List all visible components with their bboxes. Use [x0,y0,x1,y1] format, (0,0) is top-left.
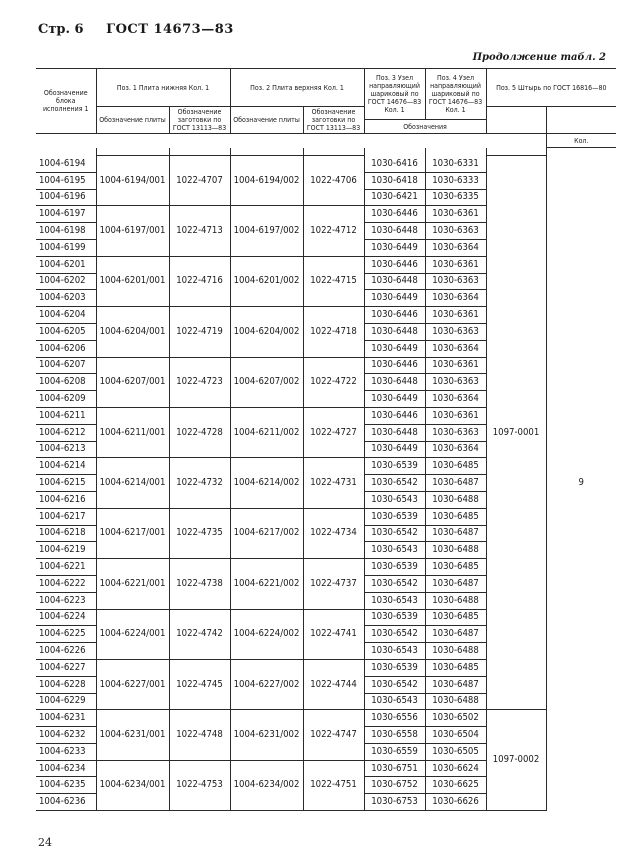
spec-table [36,68,616,811]
guide-unit-pos4: 1030-6488 [425,592,486,609]
lower-blank-designation: 1022-4732 [169,458,230,508]
block-designation: 1004-6209 [36,391,96,408]
block-designation: 1004-6235 [36,777,96,794]
table-row [36,156,616,173]
header-lower-plate-designation: Обозначение плиты [96,107,169,134]
guide-unit-pos3: 1030-6449 [364,340,425,357]
lower-blank-designation: 1022-4753 [169,760,230,810]
header-guide-unit-pos3: Поз. 3 Узел направляющий шариковый по ГОСТ 14676—83 Кол. 1 [364,69,425,120]
guide-unit-pos4: 1030-6625 [425,777,486,794]
block-designation: 1004-6234 [36,760,96,777]
upper-plate-designation: 1004-6234/002 [230,760,303,810]
block-designation: 1004-6208 [36,374,96,391]
block-designation: 1004-6206 [36,340,96,357]
lower-plate-designation: 1004-6214/001 [96,458,169,508]
guide-unit-pos4: 1030-6363 [425,424,486,441]
spacer-cell [96,148,169,156]
guide-unit-pos4: 1030-6361 [425,407,486,424]
header-lower-blank-designation: Обозначение заготовки по ГОСТ 13113—83 [169,107,230,134]
header-designations-pin [486,134,546,148]
header-quantity: Кол. [546,134,616,148]
header-upper-plate: Поз. 2 Плита верхняя Кол. 1 [230,69,364,107]
guide-unit-pos3: 1030-6449 [364,391,425,408]
guide-unit-pos3: 1030-6421 [364,189,425,206]
guide-unit-pos4: 1030-6488 [425,491,486,508]
block-designation: 1004-6226 [36,643,96,660]
guide-unit-pos4: 1030-6487 [425,525,486,542]
header-filler [96,134,486,148]
block-designation: 1004-6214 [36,458,96,475]
upper-plate-designation: 1004-6231/002 [230,710,303,760]
block-designation: 1004-6213 [36,441,96,458]
block-designation: 1004-6196 [36,189,96,206]
lower-plate-designation: 1004-6204/001 [96,307,169,357]
block-designation: 1004-6194 [36,156,96,173]
guide-unit-pos4: 1030-6361 [425,256,486,273]
block-designation: 1004-6202 [36,273,96,290]
guide-unit-pos3: 1030-6539 [364,508,425,525]
guide-unit-pos4: 1030-6364 [425,290,486,307]
upper-plate-designation: 1004-6214/002 [230,458,303,508]
header-lower-plate: Поз. 1 Плита нижняя Кол. 1 [96,69,230,107]
lower-plate-designation: 1004-6227/001 [96,659,169,709]
guide-unit-pos3: 1030-6542 [364,525,425,542]
upper-plate-designation: 1004-6197/002 [230,206,303,256]
guide-unit-pos3: 1030-6448 [364,424,425,441]
continuation-note: Продолжение табл. 2 [472,52,606,63]
block-designation: 1004-6228 [36,676,96,693]
guide-unit-pos3: 1030-6449 [364,290,425,307]
block-designation: 1004-6195 [36,172,96,189]
guide-unit-pos3: 1030-6539 [364,458,425,475]
guide-unit-pos4: 1030-6364 [425,340,486,357]
lower-blank-designation: 1022-4738 [169,559,230,609]
spacer-cell [169,148,230,156]
upper-blank-designation: 1022-4731 [303,458,364,508]
spacer-cell [303,148,364,156]
guide-unit-pos3: 1030-6416 [364,156,425,173]
guide-unit-pos3: 1030-6446 [364,307,425,324]
guide-unit-pos3: 1030-6446 [364,206,425,223]
lower-blank-designation: 1022-4723 [169,357,230,407]
header-pin-designation-blank [486,107,546,134]
pin-designation: 1097-0002 [486,710,546,811]
guide-unit-pos3: 1030-6542 [364,575,425,592]
upper-plate-designation: 1004-6224/002 [230,609,303,659]
block-designation: 1004-6218 [36,525,96,542]
block-designation: 1004-6231 [36,710,96,727]
spec-table-body [36,148,616,811]
guide-unit-pos3: 1030-6539 [364,659,425,676]
lower-blank-designation: 1022-4745 [169,659,230,709]
upper-blank-designation: 1022-4741 [303,609,364,659]
spacer-cell [36,148,96,156]
lower-blank-designation: 1022-4735 [169,508,230,558]
guide-unit-pos4: 1030-6485 [425,458,486,475]
guide-unit-pos3: 1030-6448 [364,223,425,240]
upper-plate-designation: 1004-6201/002 [230,256,303,306]
upper-blank-designation: 1022-4744 [303,659,364,709]
spacer-cell [546,148,616,156]
upper-blank-designation: 1022-4706 [303,156,364,206]
guide-unit-pos3: 1030-6542 [364,475,425,492]
guide-unit-pos4: 1030-6487 [425,676,486,693]
upper-plate-designation: 1004-6194/002 [230,156,303,206]
lower-blank-designation: 1022-4713 [169,206,230,256]
guide-unit-pos3: 1030-6446 [364,357,425,374]
lower-plate-designation: 1004-6197/001 [96,206,169,256]
lower-plate-designation: 1004-6231/001 [96,710,169,760]
pin-quantity: 9 [546,156,616,811]
block-designation: 1004-6225 [36,626,96,643]
upper-plate-designation: 1004-6217/002 [230,508,303,558]
lower-blank-designation: 1022-4719 [169,307,230,357]
upper-blank-designation: 1022-4722 [303,357,364,407]
upper-plate-designation: 1004-6227/002 [230,659,303,709]
lower-blank-designation: 1022-4728 [169,407,230,457]
block-designation: 1004-6236 [36,794,96,811]
lower-plate-designation: 1004-6207/001 [96,357,169,407]
block-designation: 1004-6227 [36,659,96,676]
page-label: Стр. 6 [38,22,84,37]
guide-unit-pos4: 1030-6488 [425,542,486,559]
header-pin: Поз. 5 Штырь по ГОСТ 16816—80 [486,69,616,107]
guide-unit-pos3: 1030-6753 [364,794,425,811]
pin-designation: 1097-0001 [486,156,546,710]
guide-unit-pos3: 1030-6449 [364,441,425,458]
guide-unit-pos4: 1030-6331 [425,156,486,173]
lower-plate-designation: 1004-6217/001 [96,508,169,558]
guide-unit-pos3: 1030-6543 [364,693,425,710]
guide-unit-pos4: 1030-6364 [425,441,486,458]
upper-plate-designation: 1004-6207/002 [230,357,303,407]
guide-unit-pos3: 1030-6556 [364,710,425,727]
guide-unit-pos3: 1030-6449 [364,239,425,256]
page-number: 24 [38,836,52,849]
guide-unit-pos4: 1030-6364 [425,239,486,256]
upper-blank-designation: 1022-4737 [303,559,364,609]
guide-unit-pos4: 1030-6485 [425,508,486,525]
block-designation: 1004-6233 [36,743,96,760]
guide-unit-pos3: 1030-6542 [364,626,425,643]
header-designations: Обозначения [364,120,486,134]
block-designation: 1004-6215 [36,475,96,492]
table-spacer-row [36,148,616,156]
spacer-cell [364,148,425,156]
upper-blank-designation: 1022-4718 [303,307,364,357]
upper-blank-designation: 1022-4734 [303,508,364,558]
guide-unit-pos4: 1030-6485 [425,659,486,676]
block-designation: 1004-6204 [36,307,96,324]
upper-plate-designation: 1004-6204/002 [230,307,303,357]
lower-plate-designation: 1004-6234/001 [96,760,169,810]
upper-plate-designation: 1004-6221/002 [230,559,303,609]
lower-blank-designation: 1022-4748 [169,710,230,760]
header-filler [36,134,96,148]
guide-unit-pos4: 1030-6361 [425,357,486,374]
block-designation: 1004-6205 [36,323,96,340]
block-designation: 1004-6199 [36,239,96,256]
lower-plate-designation: 1004-6194/001 [96,156,169,206]
guide-unit-pos3: 1030-6559 [364,743,425,760]
block-designation: 1004-6216 [36,491,96,508]
lower-blank-designation: 1022-4742 [169,609,230,659]
guide-unit-pos4: 1030-6335 [425,189,486,206]
lower-blank-designation: 1022-4716 [169,256,230,306]
guide-unit-pos3: 1030-6448 [364,374,425,391]
upper-blank-designation: 1022-4727 [303,407,364,457]
spacer-cell [486,148,546,156]
block-designation: 1004-6203 [36,290,96,307]
upper-blank-designation: 1022-4751 [303,760,364,810]
guide-unit-pos3: 1030-6448 [364,273,425,290]
page-header [38,22,234,37]
header-upper-blank-designation: Обозначение заготовки по ГОСТ 13113—83 [303,107,364,134]
block-designation: 1004-6211 [36,407,96,424]
lower-plate-designation: 1004-6221/001 [96,559,169,609]
guide-unit-pos3: 1030-6539 [364,559,425,576]
guide-unit-pos4: 1030-6487 [425,475,486,492]
guide-unit-pos4: 1030-6364 [425,391,486,408]
guide-unit-pos3: 1030-6446 [364,407,425,424]
guide-unit-pos3: 1030-6543 [364,542,425,559]
guide-unit-pos4: 1030-6485 [425,609,486,626]
block-designation: 1004-6217 [36,508,96,525]
guide-unit-pos3: 1030-6752 [364,777,425,794]
upper-blank-designation: 1022-4712 [303,206,364,256]
block-designation: 1004-6201 [36,256,96,273]
lower-plate-designation: 1004-6224/001 [96,609,169,659]
guide-unit-pos4: 1030-6487 [425,575,486,592]
guide-unit-pos4: 1030-6624 [425,760,486,777]
guide-unit-pos4: 1030-6488 [425,643,486,660]
guide-unit-pos3: 1030-6543 [364,592,425,609]
block-designation: 1004-6229 [36,693,96,710]
guide-unit-pos3: 1030-6543 [364,491,425,508]
block-designation: 1004-6224 [36,609,96,626]
lower-blank-designation: 1022-4707 [169,156,230,206]
table-row [36,710,616,727]
header-guide-unit-pos4: Поз. 4 Узел направляющий шариковый по ГОСТ 14676—83 Кол. 1 [425,69,486,120]
standard-number: ГОСТ 14673—83 [106,22,234,37]
spacer-cell [425,148,486,156]
guide-unit-pos4: 1030-6363 [425,323,486,340]
guide-unit-pos4: 1030-6363 [425,374,486,391]
block-designation: 1004-6207 [36,357,96,374]
guide-unit-pos3: 1030-6542 [364,676,425,693]
guide-unit-pos3: 1030-6558 [364,727,425,744]
header-pin-qty-blank [546,107,616,134]
guide-unit-pos3: 1030-6448 [364,323,425,340]
guide-unit-pos4: 1030-6485 [425,559,486,576]
block-designation: 1004-6232 [36,727,96,744]
guide-unit-pos4: 1030-6333 [425,172,486,189]
guide-unit-pos4: 1030-6363 [425,223,486,240]
block-designation: 1004-6197 [36,206,96,223]
guide-unit-pos4: 1030-6361 [425,206,486,223]
header-block-designation: Обозначение блока исполнения 1 [36,69,96,134]
upper-blank-designation: 1022-4747 [303,710,364,760]
header-upper-plate-designation: Обозначение плиты [230,107,303,134]
lower-plate-designation: 1004-6211/001 [96,407,169,457]
block-designation: 1004-6212 [36,424,96,441]
guide-unit-pos4: 1030-6504 [425,727,486,744]
lower-plate-designation: 1004-6201/001 [96,256,169,306]
guide-unit-pos3: 1030-6446 [364,256,425,273]
block-designation: 1004-6223 [36,592,96,609]
guide-unit-pos4: 1030-6363 [425,273,486,290]
guide-unit-pos4: 1030-6502 [425,710,486,727]
guide-unit-pos3: 1030-6539 [364,609,425,626]
block-designation: 1004-6221 [36,559,96,576]
block-designation: 1004-6198 [36,223,96,240]
guide-unit-pos4: 1030-6505 [425,743,486,760]
guide-unit-pos4: 1030-6488 [425,693,486,710]
block-designation: 1004-6219 [36,542,96,559]
guide-unit-pos3: 1030-6418 [364,172,425,189]
guide-unit-pos3: 1030-6543 [364,643,425,660]
guide-unit-pos4: 1030-6626 [425,794,486,811]
block-designation: 1004-6222 [36,575,96,592]
spacer-cell [230,148,303,156]
upper-blank-designation: 1022-4715 [303,256,364,306]
guide-unit-pos3: 1030-6751 [364,760,425,777]
upper-plate-designation: 1004-6211/002 [230,407,303,457]
guide-unit-pos4: 1030-6487 [425,626,486,643]
guide-unit-pos4: 1030-6361 [425,307,486,324]
